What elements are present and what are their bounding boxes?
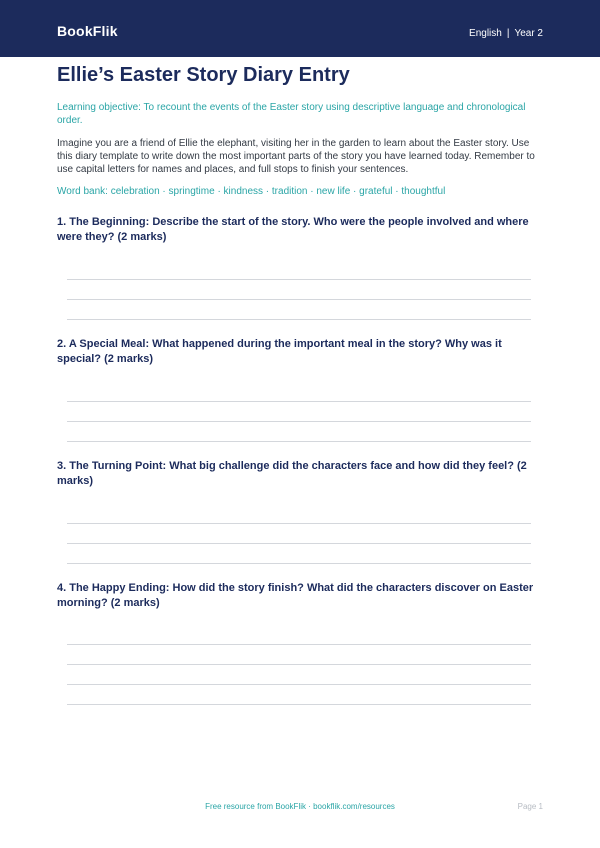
question-text: 1. The Beginning: Describe the start of the story. Who were the people involved and where were they? (2 marks) [57,216,529,243]
footer-credit: Free resource from BookFlik · bookflik.com/resources [205,802,395,811]
question-text: 2. A Special Meal: What happened during the important meal in the story? Why was it special? (2 marks) [57,338,502,365]
answer-line[interactable] [67,401,531,402]
intro-paragraph: Imagine you are a friend of Ellie the elephant, visiting her in the garden to learn about the Easter story. Use this diary template to write down the most important parts of the story you have learned today. Remember to use capital letters for names and places, and full stops to finish your sentences. [57,138,535,175]
page-header [0,0,600,57]
page-number: Page 1 [517,802,543,811]
learning-objective: Learning objective: To recount the events of the Easter story using descriptive language and chronological order. [57,102,526,126]
question-4 [57,581,543,611]
brand-logo: BookFlik [57,23,118,39]
question-2 [57,337,543,367]
header-meta [469,28,543,39]
answer-line[interactable] [67,684,531,685]
answer-line[interactable] [67,543,531,544]
answer-line[interactable] [67,664,531,665]
page-title: Ellie’s Easter Story Diary Entry [57,64,350,86]
question-text: 4. The Happy Ending: How did the story finish? What did the characters discover on Easter morning? (2 marks) [57,582,534,609]
answer-line[interactable] [67,279,531,280]
meta-separator: | [506,28,510,39]
answer-line[interactable] [67,644,531,645]
subject-label: English [469,28,502,39]
question-text: 3. The Turning Point: What big challenge did the characters face and how did they feel? (2 marks) [57,460,527,487]
answer-line[interactable] [67,319,531,320]
word-bank: Word bank: celebration · springtime · kindness · tradition · new life · grateful · thoughtful [57,186,446,197]
answer-line[interactable] [67,523,531,524]
question-3 [57,459,543,489]
year-label: Year 2 [514,28,543,39]
answer-line[interactable] [67,563,531,564]
answer-line[interactable] [67,421,531,422]
answer-line[interactable] [67,704,531,705]
answer-line[interactable] [67,299,531,300]
answer-line[interactable] [67,441,531,442]
question-1 [57,215,543,245]
